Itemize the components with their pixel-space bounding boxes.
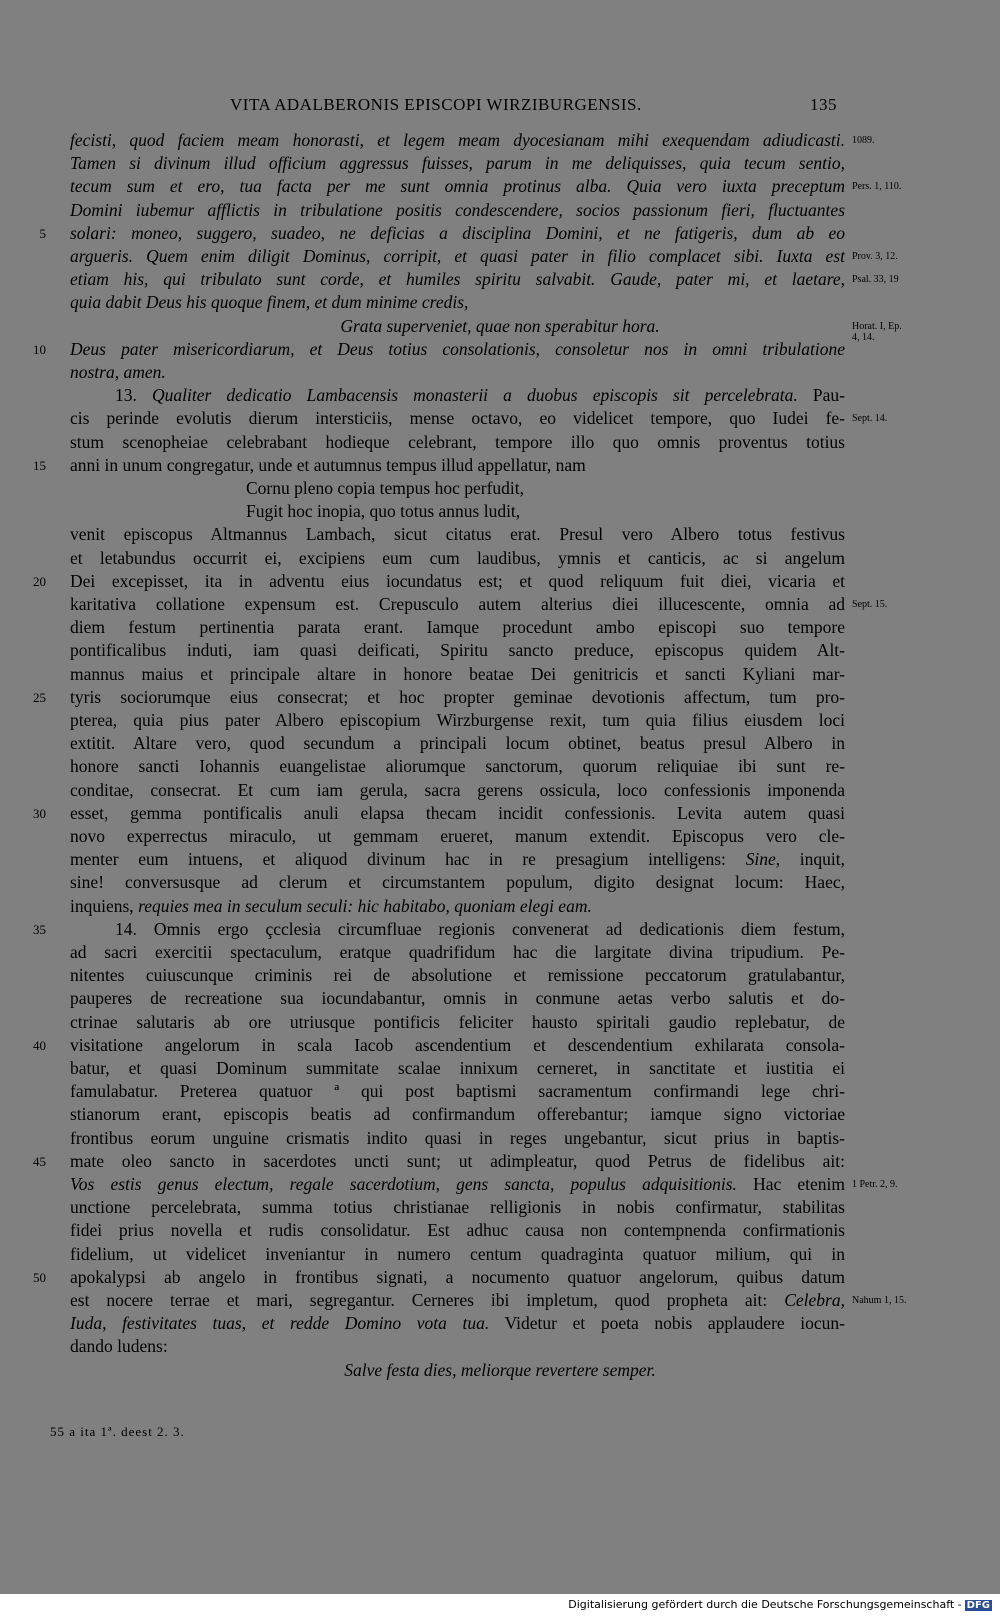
text-line bbox=[0, 315, 1000, 338]
line-text: esset, gemma pontificalis anuli elapsa thecam incidit confessionis. Levita autem quasi bbox=[70, 802, 845, 823]
line-text-plain: inquiens, bbox=[70, 895, 139, 916]
text-line bbox=[70, 338, 845, 361]
text-line bbox=[70, 1196, 845, 1219]
credit-text: Digitalisierung gefördert durch die Deutsche Forschungsgemeinschaft - bbox=[568, 1598, 962, 1611]
line-text: Salve festa dies, meliorque revertere semper. bbox=[344, 1359, 656, 1380]
text-line bbox=[246, 477, 746, 500]
text-line bbox=[70, 361, 845, 384]
line-text-plain: inquit, bbox=[780, 849, 845, 870]
footnote: 55 a ita 1ª. deest 2. 3. bbox=[50, 1424, 185, 1439]
line-text: sine! conversusque ad clerum et circumstantem populum, digito designat locum: Haec, bbox=[70, 872, 845, 893]
text-line bbox=[70, 918, 845, 941]
text-line bbox=[70, 825, 845, 848]
line-text: fidelium, ut videlicet inveniantur in numero centum quadraginta quatuor milium, qui in bbox=[70, 1243, 845, 1264]
text-line bbox=[70, 547, 845, 570]
line-text-plain: Hac etenim bbox=[736, 1174, 846, 1194]
text-line bbox=[70, 871, 845, 894]
text-line bbox=[70, 1312, 845, 1335]
text-line bbox=[70, 755, 845, 778]
text-line bbox=[70, 199, 845, 222]
line-text: Cornu pleno copia tempus hoc perfudit, bbox=[246, 478, 524, 498]
line-text: ad sacri exercitii spectaculum, eratque quadrifidum hac die largitate divina tripudium. Pe- bbox=[70, 942, 845, 962]
line-text: Grata superveniet, quae non sperabitur hora. bbox=[340, 315, 660, 336]
credit-line bbox=[568, 1598, 992, 1611]
text-line bbox=[70, 616, 845, 639]
text-line bbox=[70, 1150, 845, 1173]
text-line bbox=[70, 732, 845, 755]
line-text: honore sancti Iohannis euangelistae aliorumque sanctorum, quorum reliquiae ibi sunt re- bbox=[70, 756, 845, 777]
line-text: extitit. Altare vero, quod secundum a principali locum obtinet, beatus presul Albero in bbox=[70, 733, 845, 754]
line-text-plain: Videtur et poeta nobis applaudere iocun- bbox=[489, 1313, 845, 1334]
text-line bbox=[70, 291, 845, 314]
text-line bbox=[70, 570, 845, 593]
line-text: mannus maius et principale altare in honore beatae Dei genitricis et sancti Kyliani mar- bbox=[70, 663, 845, 684]
margin-note: Psal. 33, 19 bbox=[852, 274, 899, 286]
line-text: ctrinae salutaris ab ore utriusque pontificis feliciter hausto spiritali gaudio replebatur, de bbox=[70, 1011, 845, 1032]
margin-note: Nahum 1, 15. bbox=[852, 1295, 907, 1306]
line-text: et letabundus occurrit ei, excipiens eum cum laudibus, ymnis et canticis, ac si angelum bbox=[70, 547, 845, 568]
line-text: solari: moneo, suggero, suadeo, ne deficias a disciplina Domini, et ne fatigeris, dum ab eo bbox=[70, 222, 845, 243]
line-number: 35 bbox=[33, 921, 46, 937]
line-text: Fugit hoc inopia, quo totus annus ludit, bbox=[246, 501, 521, 522]
text-line bbox=[70, 1011, 845, 1034]
line-text-plain: menter eum intuens, et aliquod divinum hac in re presagium intelligens: bbox=[70, 849, 746, 870]
line-text: tecum sum et ero, tua facta per me sunt omnia protinus alba. Quia vero iuxta preceptum bbox=[70, 176, 845, 197]
line-text: frontibus eorum unguine crismatis indito quasi in reges ungebantur, sicut prius in baptis- bbox=[70, 1127, 845, 1148]
margin-note: Horat. I, Ep. bbox=[852, 320, 902, 332]
text-line bbox=[70, 523, 845, 546]
line-text: conditae, consecrat. Et cum iam gerula, sacra gerens ossicula, loco confessionis imponenda bbox=[70, 779, 845, 800]
header-title: VITA ADALBERONIS EPISCOPI WIRZIBURGENSIS. bbox=[230, 95, 642, 114]
text-line bbox=[70, 1335, 845, 1358]
text-line bbox=[70, 1080, 845, 1103]
line-text: Dei excepisset, ita in adventu eius iocundatus est; et quod reliquum fuit diei, vicaria et bbox=[70, 570, 845, 591]
line-text: quia dabit Deus his quoque finem, et dum minime credis, bbox=[70, 292, 469, 313]
line-number: 10 bbox=[33, 341, 46, 357]
margin-note: 1089. bbox=[852, 135, 875, 146]
text-line bbox=[70, 1057, 845, 1080]
line-text: nostra, amen. bbox=[70, 362, 166, 382]
line-text: fecisti, quod faciem meam honorasti, et legem meam dyocesianam mihi exequendam adiudicasti. bbox=[70, 130, 845, 150]
text-line bbox=[70, 593, 845, 616]
text-line bbox=[70, 222, 845, 245]
digitization-bar bbox=[0, 1594, 1000, 1616]
line-text bbox=[115, 384, 845, 407]
line-number: 50 bbox=[33, 1269, 46, 1285]
text-line bbox=[70, 1219, 845, 1242]
line-text-italic: Celebra, bbox=[784, 1290, 845, 1310]
line-text: 14. Omnis ergo çcclesia circumfluae regionis convenerat ad dedicationis diem festum, bbox=[115, 918, 845, 939]
text-line bbox=[246, 500, 746, 523]
margin-note: Sept. 14. bbox=[852, 413, 888, 425]
margin-note: Prov. 3, 12. bbox=[852, 251, 898, 262]
line-text: argueris. Quem enim diligit Dominus, corripit, et quasi pater in filio complacet sibi. Iuxta est bbox=[70, 246, 845, 266]
text-line bbox=[70, 663, 845, 686]
line-text-plain: Pau- bbox=[797, 385, 845, 406]
line-text-italic: Vos estis genus electum, regale sacerdotium, gens sancta, populus adquisitionis. bbox=[70, 1174, 737, 1194]
line-number: 45 bbox=[33, 1153, 46, 1169]
line-text bbox=[70, 1173, 845, 1196]
text-line bbox=[70, 1034, 845, 1057]
line-text: pauperes de recreatione sua iocundabantur, omnis in conmune aetas verbo salutis et do- bbox=[70, 988, 845, 1009]
line-text bbox=[70, 1312, 845, 1335]
text-line bbox=[70, 384, 845, 407]
margin-note: Sept. 15. bbox=[852, 599, 888, 610]
line-text: Domini iubemur afflictis in tribulatione positis condescendere, socios passionum fieri, fluctuantes bbox=[70, 199, 845, 220]
text-line bbox=[70, 848, 845, 871]
margin-note: 4, 14. bbox=[852, 332, 875, 344]
line-text-plain: est nocere terrae et mari, segregantur. Cerneres ibi impletum, quod propheta ait: bbox=[70, 1290, 785, 1310]
text-line bbox=[70, 454, 845, 477]
line-text-italic: Sine, bbox=[745, 849, 781, 870]
line-text: karitativa collatione expensum est. Crepusculo autem alterius diei illucescente, omnia ad bbox=[70, 594, 845, 614]
line-number: 15 bbox=[33, 457, 46, 473]
text-line bbox=[70, 1103, 845, 1126]
line-text: unctione percelebrata, summa totius christianae relligionis in nobis confirmatur, stabilitas bbox=[70, 1197, 845, 1218]
line-text: famulabatur. Preterea quatuor ª qui post baptismi sacramentum confirmandi lege chri- bbox=[70, 1081, 845, 1102]
line-text: diem festum pertinentia parata erant. Iamque procedunt ambo episcopi suo tempore bbox=[70, 617, 845, 638]
text-line bbox=[70, 1266, 845, 1289]
line-text: etiam his, qui tribulato sunt corde, et humiles spiritu salvabit. Gaude, pater mi, et laetare, bbox=[70, 269, 845, 290]
text-line bbox=[70, 941, 845, 964]
line-text-plain: 13. bbox=[115, 385, 152, 406]
line-text: stum scenopheiae celebrabant hodieque celebrant, tempore illo quo omnis proventus totius bbox=[70, 431, 845, 452]
text-line bbox=[70, 779, 845, 802]
text-line bbox=[70, 431, 845, 454]
line-text bbox=[70, 848, 845, 871]
text-line bbox=[70, 1173, 845, 1196]
text-line bbox=[70, 964, 845, 987]
text-line bbox=[70, 686, 845, 709]
text-line bbox=[70, 709, 845, 732]
text-line bbox=[70, 987, 845, 1010]
line-number: 30 bbox=[33, 805, 46, 821]
text-line bbox=[70, 129, 845, 152]
line-number: 20 bbox=[33, 573, 46, 589]
text-line bbox=[70, 175, 845, 198]
dfg-logo: DFG bbox=[966, 1599, 990, 1611]
line-text: mate oleo sancto in sacerdotes uncti sunt; ut adimpleatur, quod Petrus de fidelibus ait: bbox=[70, 1150, 845, 1171]
line-text: pontificalibus induti, iam quasi deificati, Spiritu sancto preduce, episcopus quidem Alt- bbox=[70, 640, 845, 661]
line-number: 5 bbox=[39, 225, 46, 241]
running-header bbox=[230, 95, 1000, 115]
line-text: tyris sociorumque eius consecrat; et hoc propter geminae devotionis affectum, tum pro- bbox=[70, 686, 845, 707]
text-line bbox=[70, 245, 845, 268]
line-text-italic: requies mea in seculum seculi: hic habitabo, quoniam elegi eam. bbox=[138, 895, 592, 916]
line-text: venit episcopus Altmannus Lambach, sicut citatus erat. Presul vero Albero totus festivus bbox=[70, 524, 845, 545]
line-text bbox=[70, 1289, 845, 1312]
page-number: 135 bbox=[810, 95, 837, 114]
line-text: novo experrectus miraculo, ut gemmam erueret, manum extendit. Episcopus vero cle- bbox=[70, 826, 845, 846]
text-line bbox=[0, 1359, 1000, 1382]
line-text-italic: Qualiter dedicatio Lambacensis monasterii a duobus episcopis sit percelebrata. bbox=[152, 385, 798, 406]
text-line bbox=[70, 802, 845, 825]
text-line bbox=[70, 268, 845, 291]
text-line bbox=[70, 895, 845, 918]
line-text: Tamen si divinum illud officium aggressus fuisses, parum in me deliquisses, quia tecum sentio, bbox=[70, 153, 845, 174]
line-text: cis perinde evolutis dierum intersticiis, mense octavo, eo videlicet tempore, quo Iudei fe- bbox=[70, 408, 845, 429]
text-line bbox=[70, 1243, 845, 1266]
line-number: 40 bbox=[33, 1037, 46, 1053]
line-text: dando ludens: bbox=[70, 1336, 168, 1357]
line-text: Deus pater misericordiarum, et Deus totius consolationis, consoletur nos in omni tribulatione bbox=[70, 338, 845, 359]
line-text-italic: Iuda, festivitates tuas, et redde Domino vota tua. bbox=[70, 1313, 490, 1334]
line-text: stianorum erant, episcopis beatis ad confirmandum offerebantur; iamque signo victoriae bbox=[70, 1104, 845, 1125]
text-line bbox=[70, 639, 845, 662]
line-text bbox=[70, 895, 845, 918]
text-line bbox=[70, 407, 845, 430]
line-text: batur, et quasi Dominum summitate scalae innixum cerneret, in sanctitate et iustitia ei bbox=[70, 1058, 845, 1078]
text-line bbox=[70, 152, 845, 175]
text-line bbox=[70, 1127, 845, 1150]
line-text: nitentes cuiuscunque criminis rei de absolutione et remissione peccatorum gratulabantur, bbox=[70, 965, 845, 986]
line-text: fidei prius novella et rudis consolidatur. Est adhuc causa non contempnenda confirmationis bbox=[70, 1220, 845, 1241]
line-number: 25 bbox=[33, 689, 46, 705]
margin-note: Pers. 1, 110. bbox=[852, 181, 902, 193]
line-text: apokalypsi ab angelo in frontibus signati, a nocumento quatuor angelorum, quibus datum bbox=[70, 1266, 845, 1287]
line-text: visitatione angelorum in scala Iacob ascendentium et descendentium exhilarata consola- bbox=[70, 1034, 845, 1055]
margin-note: 1 Petr. 2, 9. bbox=[852, 1179, 898, 1190]
text-line bbox=[70, 1289, 845, 1312]
line-text: anni in unum congregatur, unde et autumnus tempus illud appellatur, nam bbox=[70, 454, 586, 475]
line-text: pterea, quia pius pater Albero episcopium Wirzburgense rexit, tum quia filius eiusdem loci bbox=[70, 710, 845, 730]
